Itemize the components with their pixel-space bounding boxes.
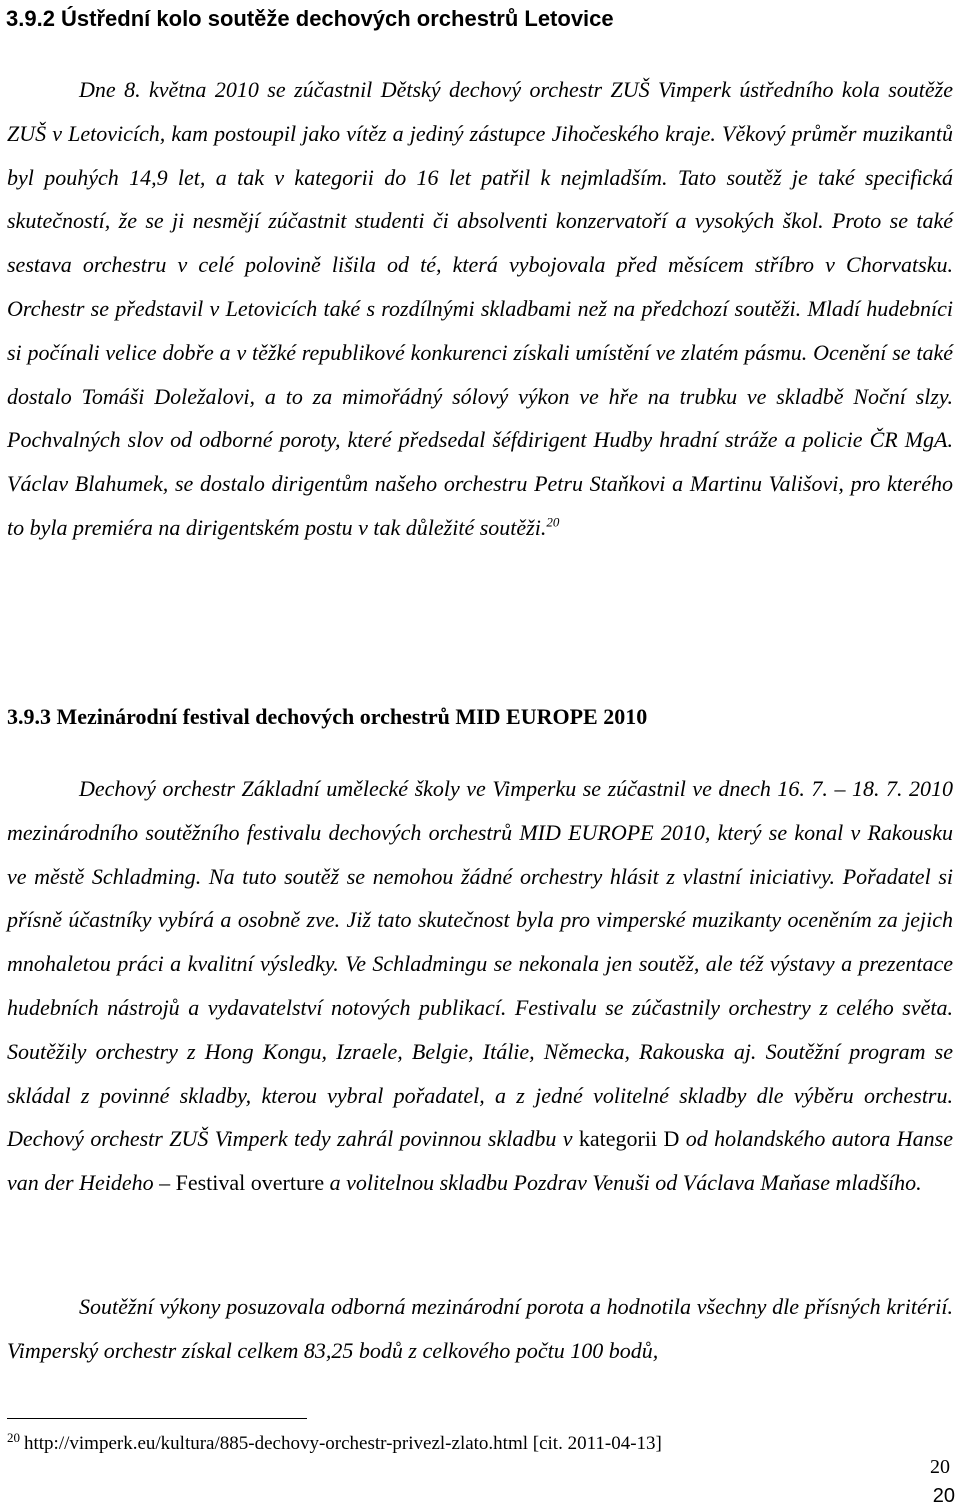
footnote-link[interactable]: http://vimperk.eu/kultura/885-dechovy-orchestr-privezl-zlato.html [cit. 2011-04-13]: [24, 1433, 662, 1454]
paragraph-mid-europe: [7, 767, 953, 1205]
section-heading-3-9-3: 3.9.3 Mezinárodní festival dechových orchestrů MID EUROPE 2010: [7, 704, 648, 729]
page-number: 20: [930, 1456, 950, 1478]
viewer-page-number: 20: [930, 1484, 958, 1508]
festival-overture-text: Festival overture: [175, 1170, 325, 1196]
section-heading-3-9-2: 3.9.2 Ústřední kolo soutěže dechových orchestrů Letovice: [6, 6, 614, 31]
paragraph-letovice-text: Dne 8. května 2010 se zúčastnil Dětský dechový orchestr ZUŠ Vimperk ústředního kola soutěže ZUŠ v Letovicích, kam postoupil jako vítěz a jediný zástupce Jihočeského kraje. Věkový průměr muzikantů byl pouhých 14,9 let, a tak v kategorii do 16 let patřil k nejmladším. Tato soutěž je také specifická skutečností, že se ji nesmějí zúčastnit studenti či absolventi konzervatoří a vysokých škol. Proto se také sestava orchestru v celé polovině lišila od té, která vybojovala před měsícem stříbro v Chorvatsku. Orchestr se představil v Letovicích také s rozdílnými skladbami než na předchozí soutěži. Mladí hudebníci si počínali velice dobře a v těžké republikové konkurenci získali umístění ve zlatém pásmu. Ocenění se také dostalo Tomáši Doležalovi, a to za mimořádný sólový výkon ve hře na trubku ve skladbě Noční slzy. Pochvalných slov od odborné poroty, které předsedal šéfdirigent Hudby hradní stráže a policie ČR MgA. Václav Blahumek, se dostalo dirigentům našeho orchestru Petru Staňkovi a Martinu Vališovi, pro kterého to byla premiéra na dirigentském postu v: [7, 77, 953, 540]
footnote: [7, 1429, 662, 1456]
paragraph-letovice-ending: tak důležité soutěži.: [373, 514, 547, 540]
paragraph-results: Soutěžní výkony posuzovala odborná mezinárodní porota a hodnotila všechny dle přísných kritérií. Vimperský orchestr získal celkem 83,25 bodů z celkového počtu 100 bodů,: [7, 1294, 953, 1363]
footnote-number: 20: [7, 1429, 20, 1445]
category-d-text: kategorii D: [578, 1126, 680, 1152]
footnote-separator: [7, 1418, 307, 1419]
paragraph-mid-europe-text: Dechový orchestr Základní umělecké školy ve Vimperku se zúčastnil ve dnech 16. 7. – 18. 7. 2010 mezinárodního soutěžního festivalu dechových orchestrů MID EUROPE 2010, který se konal v Rakousku ve městě Schladming. Na tuto soutěž se nemohou žádné orchestry hlásit z vlastní iniciativy. Pořadatel si přísně účastníky vybírá a osobně zve. Již tato skutečnost byla pro vimperské muzikanty oceněním za jejich mnohaletou práci a kvalitní výsledky. Ve Schladmingu se nekonala jen soutěž, ale též výstavy a prezentace hudebních nástrojů a vydavatelství notových publikací. Festivalu se zúčastnily orchestry z celého světa. Soutěžily orchestry z Hong Kongu, Izraele, Belgie, Itálie, Německa, Rakouska aj. Soutěžní program se skládal z povinné skladby, kterou vybral pořadatel, a z jedné volitelné skladby dle výběru orchestru. Dechový orchestr ZUŠ Vimperk tedy zahrál povinnou skladbu v: [7, 776, 953, 1152]
paragraph-letovice: [7, 68, 953, 550]
footnote-reference[interactable]: 20: [546, 514, 560, 530]
author-text: od holandského autora Hanse van der Heideho –: [7, 1126, 954, 1196]
optional-piece-text: a volitelnou skladbu Pozdrav Venuši od Václava Maňase mladšího.: [329, 1170, 922, 1196]
